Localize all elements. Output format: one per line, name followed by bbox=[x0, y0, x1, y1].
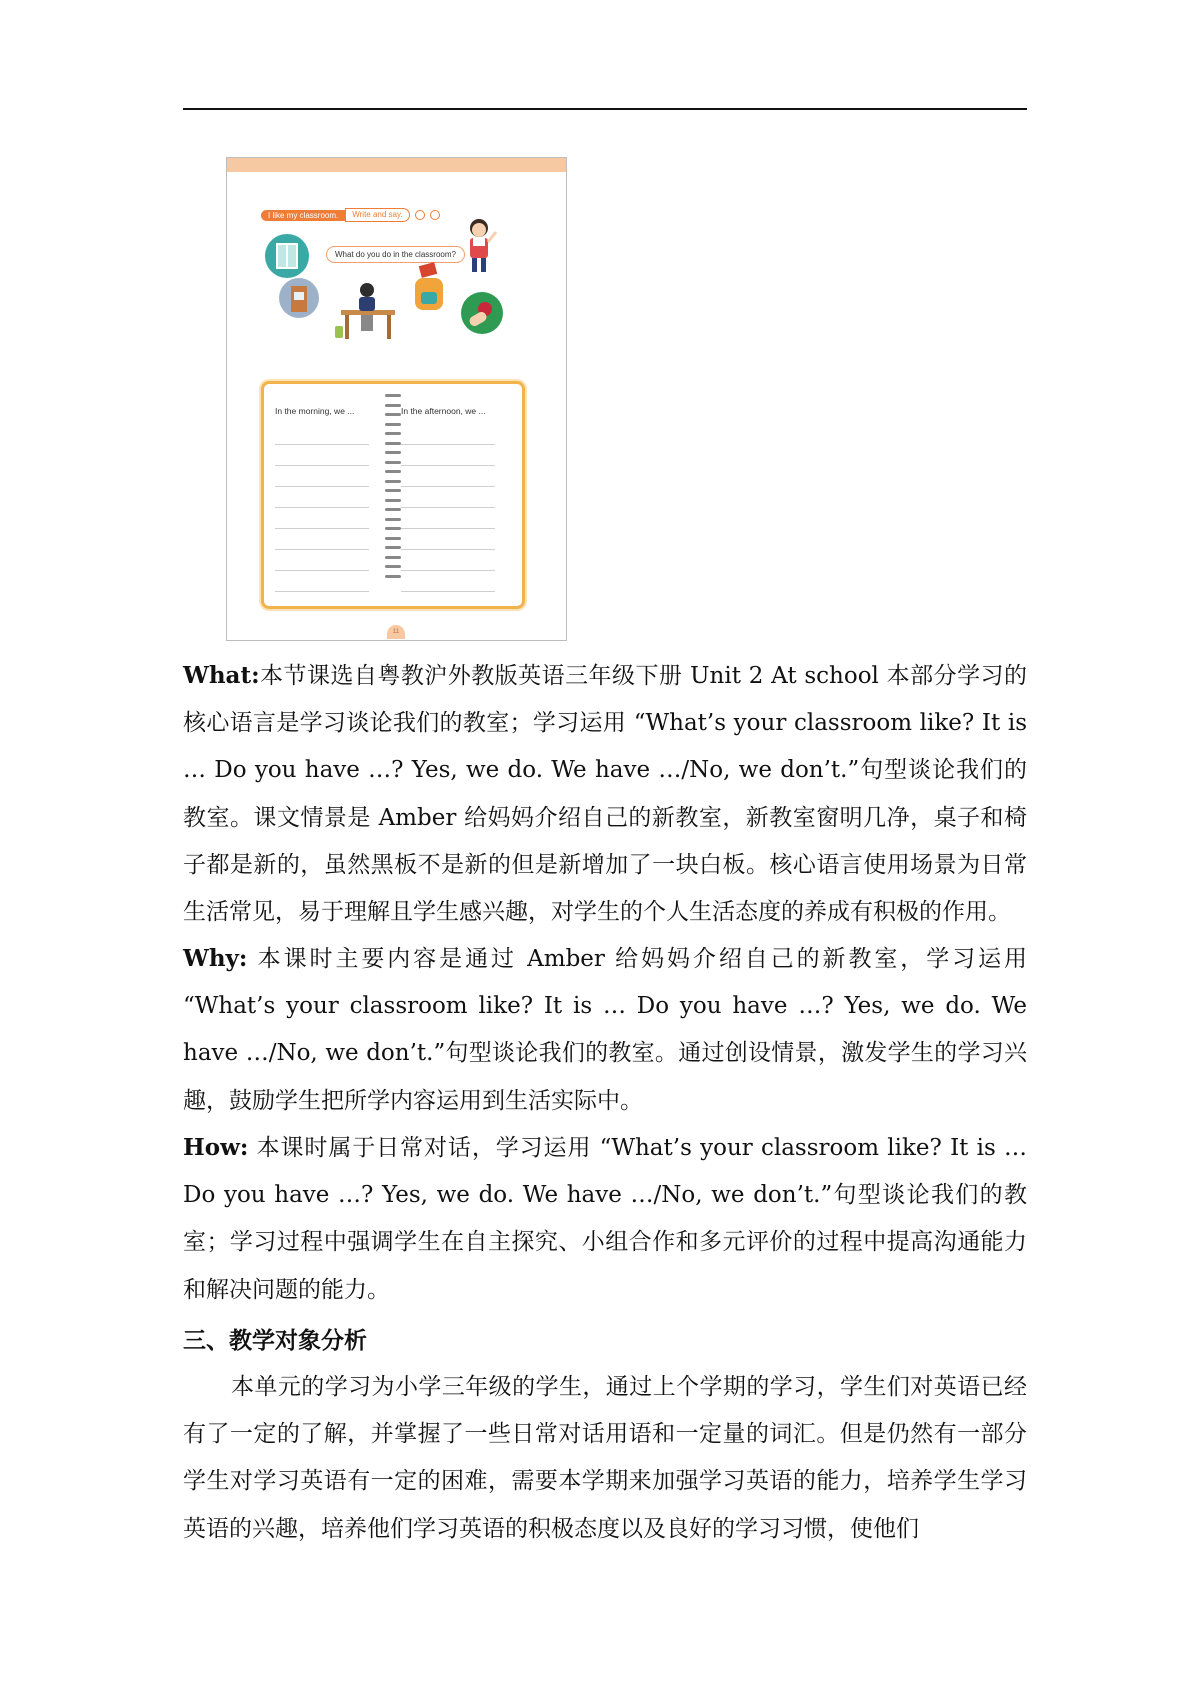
window-icon bbox=[263, 232, 311, 280]
textbook-page-number: 11 bbox=[387, 625, 405, 639]
apple-icon bbox=[459, 290, 505, 336]
student-at-desk-icon bbox=[335, 282, 401, 340]
what-text: 本节课选自粤教沪外教版英语三年级下册 Unit 2 At school 本部分学习的核心语言是学习谈论我们的教室；学习运用 “What’s your classroom like? It is … Do you have …? Yes, we do. We have …/No, we don’t.”句型谈论我们的教室。课文情景是 Amber 给妈妈介绍自己的新教室，新教室窗明几净，桌子和椅子都是新的，虽然黑板不是新的但是新增加了一块白板。核心语言使用场景为日常生活常见，易于理解且学生感兴趣，对学生的个人生活态度的养成有积极的作用。 bbox=[183, 663, 1027, 926]
activity-tag bbox=[261, 208, 440, 222]
morning-prompt: In the morning, we ... bbox=[275, 406, 355, 416]
what-label: What: bbox=[183, 662, 260, 689]
afternoon-prompt: In the afternoon, we ... bbox=[401, 406, 486, 416]
girl-character-icon bbox=[459, 216, 499, 274]
analysis-paragraph: 本单元的学习为小学三年级的学生，通过上个学期的学习，学生们对英语已经有了一定的了解，并掌握了一些日常对话用语和一定量的词汇。但是仍然有一部分学生对学习英语有一定的困难，需要本学期来加强学习英语的能力，培养学生学习英语的兴趣，培养他们学习英语的积极态度以及良好的学习习惯，使他们 bbox=[183, 1374, 1027, 1542]
page-top-band bbox=[227, 158, 566, 172]
backpack-icon bbox=[411, 262, 447, 314]
why-text: 本课时主要内容是通过 Amber 给妈妈介绍自己的新教室，学习运用 “What’s your classroom like? It is … Do you have …? Yes, we do. We have …/No, we don’t.”句型谈论我们的教室。通过创设情景，激发学生的学习兴趣，鼓励学生把所学内容运用到生活实际中。 bbox=[183, 946, 1028, 1114]
how-text: 本课时属于日常对话，学习运用 “What’s your classroom like? It is … Do you have …? Yes, we do. We have …/No, we don’t.”句型谈论我们的教室；学习过程中强调学生在自主探究、小组合作和多元评价的过程中提高沟通能力和解决问题的能力。 bbox=[183, 1135, 1027, 1303]
door-icon bbox=[277, 276, 321, 320]
write-and-say-tag: Write and say. bbox=[345, 208, 409, 222]
header-rule bbox=[183, 108, 1027, 110]
why-paragraph bbox=[183, 935, 1027, 1125]
how-paragraph bbox=[183, 1124, 1027, 1314]
lesson-tag: I like my classroom. bbox=[261, 210, 345, 221]
how-label: How: bbox=[183, 1134, 249, 1161]
section-heading: 三、教学对象分析 bbox=[183, 1327, 367, 1354]
afternoon-writing-lines bbox=[401, 424, 495, 592]
audio-icon bbox=[430, 210, 440, 220]
textbook-page-image bbox=[226, 157, 567, 641]
notebook-spiral bbox=[385, 394, 401, 594]
what-paragraph bbox=[183, 652, 1027, 936]
writing-notebook bbox=[261, 381, 525, 609]
why-label: Why: bbox=[183, 945, 248, 972]
speech-bubble: What do you do in the classroom? bbox=[326, 246, 465, 263]
pencil-icon bbox=[415, 210, 425, 220]
morning-writing-lines bbox=[275, 424, 369, 592]
